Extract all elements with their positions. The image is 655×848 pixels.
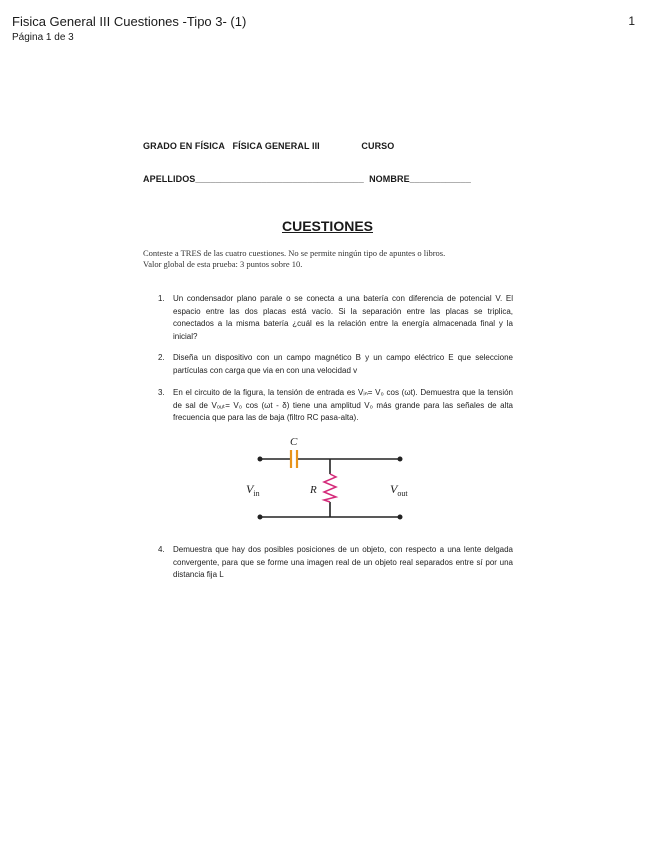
question-text: Diseña un dispositivo con un campo magnético B y un campo eléctrico E que seleccione partículas con carga que via en con una velocidad v [173, 353, 513, 375]
terminal-dot [258, 515, 263, 520]
course-header: GRADO EN FÍSICA FÍSICA GENERAL III CURSO [143, 141, 395, 151]
question-number: 2. [158, 353, 165, 362]
question-number: 3. [158, 388, 165, 397]
terminal-dot [398, 457, 403, 462]
question-text: Un condensador plano parale o se conecta a una batería con diferencia de potencial V. El espacio entre las dos placas está vacío. Si la separación entre las placas se triplica, conectados a la misma batería ¿cuál es la relación entre la energía almacenada final y la inicial? [173, 294, 513, 341]
question-number: 4. [158, 545, 165, 554]
terminal-dot [258, 457, 263, 462]
section-heading: CUESTIONES [281, 218, 373, 234]
resistor-label: R [310, 484, 317, 496]
question-number: 1. [158, 294, 165, 303]
resistor-zigzag [324, 474, 336, 502]
vout-label: $V_{out}$ [390, 482, 408, 498]
name-fields: APELLIDOS_________________________________ NOMBRE____________ [143, 174, 471, 184]
vin-label: $V_{in}$ [246, 482, 260, 498]
document-title: Fisica General III Cuestiones -Tipo 3- (1) [12, 14, 247, 29]
instructions-line: Conteste a TRES de las cuatro cuestiones. No se permite ningún tipo de apuntes o libros. [143, 248, 446, 258]
question-text: En el circuito de la figura, la tensión de entrada es Vᵢₙ= V₀ cos (ωt). Demuestra que la tensión de sal de Vₒᵤₜ= V₀ cos (ωt - δ) tiene una amplitud V₀ más grande para las señales de alta frecuencia que para las de baja (filtro RC pasa-alta). [173, 388, 513, 422]
rc-circuit-diagram [240, 432, 420, 527]
page-number: 1 [628, 14, 635, 28]
capacitor-label: C [290, 436, 298, 448]
score-line: Valor global de esta prueba: 3 puntos sobre 10. [143, 259, 303, 269]
page-counter: Página 1 de 3 [12, 32, 74, 43]
question-text: Demuestra que hay dos posibles posiciones de un objeto, con respecto a una lente delgada convergente, para que se forme una imagen real de un objeto real separados entre sí por una distancia fija L [173, 545, 513, 579]
terminal-dot [398, 515, 403, 520]
